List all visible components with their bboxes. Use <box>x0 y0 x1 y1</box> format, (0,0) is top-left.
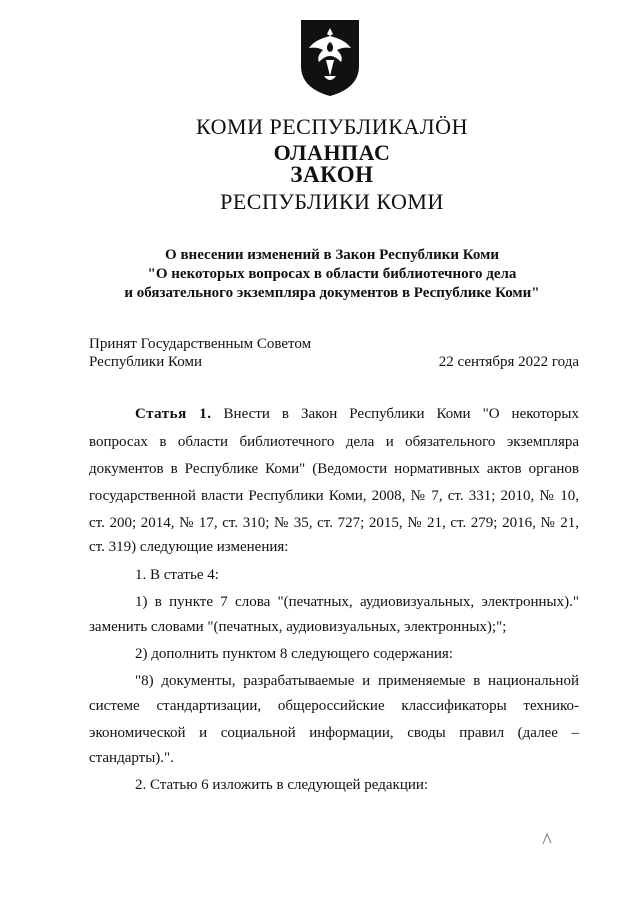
article-1-line-1 <box>135 404 579 424</box>
law-title-line-2: "О некоторых вопросах в области библиотечного дела <box>147 266 517 282</box>
header-line-3: ЗАКОН <box>290 162 374 187</box>
quote-line-1: "8) документы, разрабатываемые и применяемые в национальной <box>135 673 579 689</box>
adoption-line-2: Республики Коми <box>89 354 202 370</box>
coat-of-arms-emblem <box>299 18 361 98</box>
adoption-line-1: Принят Государственным Советом <box>89 336 312 352</box>
quote-line-4: стандарты).". <box>89 750 174 766</box>
article-1-text-2: документов в Республике Коми" (Ведомости нормативных актов органов <box>89 461 579 477</box>
header-line-2: ОЛАНПАС <box>273 140 391 165</box>
article-1-text-3: государственной власти Республики Коми, 2008, № 7, ст. 331; 2010, № 10, <box>89 488 579 504</box>
item-2: 2. Статью 6 изложить в следующей редакции: <box>135 777 429 793</box>
scan-mark <box>540 830 554 846</box>
item-1-2: 2) дополнить пунктом 8 следующего содержания: <box>135 646 453 662</box>
article-1-text-4: ст. 200; 2014, № 17, ст. 310; № 35, ст. 727; 2015, № 21, ст. 279; 2016, № 21, <box>89 515 579 531</box>
item-1-1-line-2: заменить словами "(печатных, аудиовизуальных, электронных);"; <box>89 619 507 635</box>
quote-line-3: экономической и социальной информации, своды правил (далее – <box>89 725 579 741</box>
quote-line-2: системе стандартизации, общероссийские классификаторы технико- <box>89 698 579 714</box>
article-1-heading: Статья 1. <box>135 406 212 422</box>
article-1-text-5: ст. 319) следующие изменения: <box>89 539 289 555</box>
article-1-text-0: Внести в Закон Республики Коми "О некоторых <box>223 406 580 422</box>
adoption-date: 22 сентября 2022 года <box>438 354 579 370</box>
law-title-line-3: и обязательного экземпляра документов в Республике Коми" <box>124 285 540 301</box>
item-1-1-line-1: 1) в пункте 7 слова "(печатных, аудиовизуальных, электронных)." <box>135 594 579 610</box>
law-title-line-1: О внесении изменений в Закон Республики Коми <box>165 247 499 263</box>
header-line-4: РЕСПУБЛИКИ КОМИ <box>220 189 444 214</box>
item-1: 1. В статье 4: <box>135 567 219 583</box>
header-line-1: КОМИ РЕСПУБЛИКАЛӦН <box>196 114 468 139</box>
article-1-text-1: вопросах в области библиотечного дела и обязательного экземпляра <box>89 434 579 450</box>
